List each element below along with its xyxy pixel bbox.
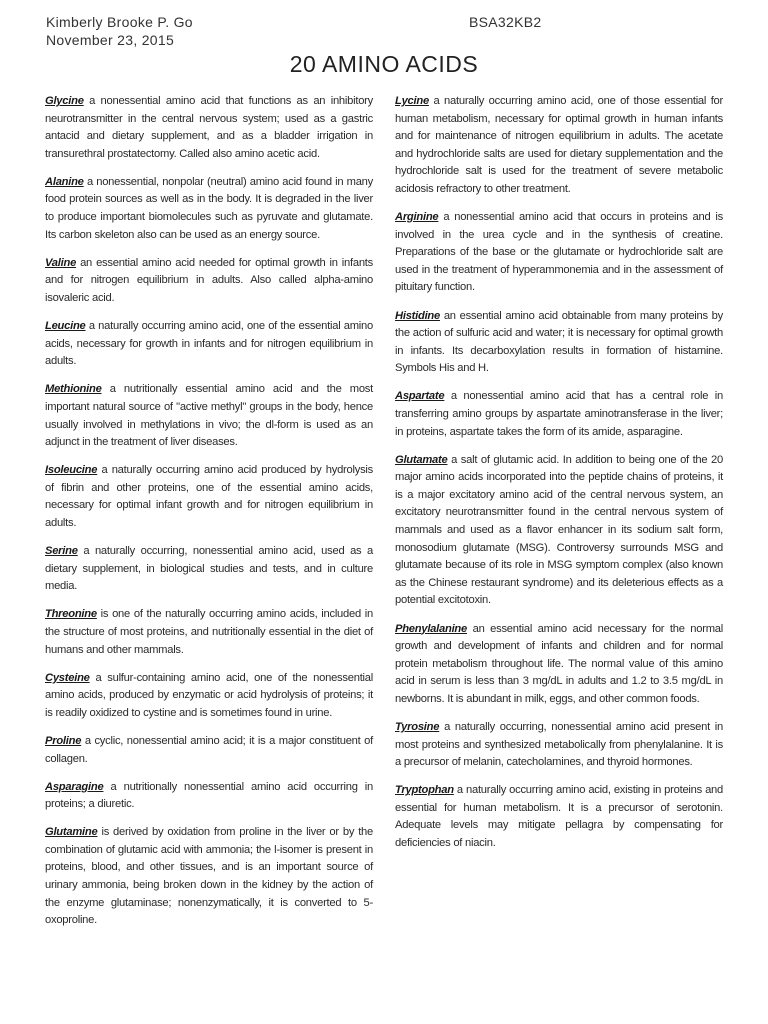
amino-acid-term: Serine (45, 545, 78, 558)
amino-acid-term: Tyrosine (395, 721, 440, 733)
amino-acid-term: Glutamate (395, 453, 448, 466)
amino-acid-term: Isoleucine (45, 464, 98, 477)
amino-acid-term: Valine (45, 256, 77, 269)
amino-acid-term: Glutamine (45, 826, 98, 839)
amino-acid-definition: is derived by oxidation from proline in the liver or by the combination of glutamic acid with ammonia; the l-isomer is present in proteins, blood, and other tissues, and is an important source of urinary ammonia, being broken down in the kidney by the action of the enzyme glutaminase; nonenzymatically, it is converted to 5-oxoproline. (45, 826, 373, 927)
amino-acid-entry (395, 719, 723, 772)
right-column (395, 93, 723, 863)
amino-acid-term: Asparagine (45, 780, 104, 793)
amino-acid-definition: a salt of glutamic acid. In addition to being one of the 20 major amino acids incorporated into the peptide chains of proteins, it is a major excitatory amino acid of the central nervous system, an excitatory neurotransmitter found in the central nervous system of mammals and used as a flavor enhancer in its sodium salt form, monosodium glutamate (MSG). Controversy surrounds MSG and glutamate because of its role in MSG symptom complex (also known as the Chinese restaurant syndrome) and its deleterious effects as a potential excitotoxin. (395, 453, 723, 607)
amino-acid-definition: a nonessential amino acid that occurs in proteins and is involved in the urea cycle and in the synthesis of creatine. Preparations of the base or the glutamate or hydrochloride salt are used in the treatment of hyperammonemia and in the assessment of pituitary function. (395, 211, 723, 294)
amino-acid-definition: an essential amino acid obtainable from many proteins by the action of sulfuric acid and water; it is necessary for optimal growth in infants. Its decarboxylation results in formation of histamine. Symbols His and H. (395, 309, 723, 375)
amino-acid-entry (45, 174, 373, 244)
amino-acid-entry (45, 543, 373, 596)
amino-acid-term: Histidine (395, 309, 440, 322)
amino-acid-definition: an essential amino acid needed for optimal growth in infants and for nitrogen equilibrium in adults. Also called alpha-amino isovaleric acid. (45, 256, 373, 304)
amino-acid-term: Proline (45, 734, 82, 747)
amino-acid-entry (395, 209, 723, 297)
left-column (45, 93, 373, 940)
amino-acid-entry (395, 782, 723, 852)
amino-acid-term: Arginine (395, 211, 439, 224)
amino-acid-definition: a nutritionally essential amino acid and the most important natural source of "active methyl" groups in the body, hence usually involved in methylations in vivo; the dl-form is used as an adjunct in the treatment of liver diseases. (45, 383, 373, 449)
amino-acid-term: Methionine (45, 383, 102, 396)
amino-acid-definition: a sulfur-containing amino acid, one of the nonessential amino acids, produced by enzymatic or acid hydrolysis of proteins; it is readily oxidized to cystine and is sometimes found in urine. (45, 671, 373, 719)
amino-acid-entry (45, 318, 373, 371)
amino-acid-term: Leucine (45, 320, 86, 333)
amino-acid-entry (45, 606, 373, 659)
amino-acid-entry (45, 93, 373, 163)
amino-acid-definition: a nonessential amino acid that functions as an inhibitory neurotransmitter in the central nervous system; used as a gastric antacid and dietary supplement, and as a bladder irrigation in transurethral prostatectomy. Called also amino acetic acid. (45, 95, 373, 160)
amino-acid-definition: a cyclic, nonessential amino acid; it is a major constituent of collagen. (45, 734, 373, 765)
page-title: 20 AMINO ACIDS (289, 51, 479, 77)
amino-acid-entry (395, 308, 723, 378)
amino-acid-definition: a nutritionally nonessential amino acid occurring in proteins; a diuretic. (45, 780, 373, 811)
amino-acid-term: Aspartate (395, 390, 445, 403)
amino-acid-entry (395, 388, 723, 441)
amino-acid-entry (45, 255, 373, 308)
amino-acid-term: Threonine (45, 608, 97, 621)
amino-acid-definition: a naturally occurring amino acid, one of the essential amino acids, necessary for growth in infants and for nitrogen equilibrium in adults. (45, 320, 373, 368)
section-code: BSA32KB2 (469, 14, 542, 30)
amino-acid-term: Tryptophan (395, 784, 454, 797)
amino-acid-definition: a naturally occurring amino acid produced by hydrolysis of fibrin and other proteins, one of the essential amino acids, necessary for optimal infant growth and for nitrogen equilibrium in adults. (45, 464, 373, 529)
amino-acid-term: Phenylalanine (395, 622, 467, 635)
amino-acid-term: Glycine (45, 95, 84, 107)
amino-acid-term: Alanine (45, 175, 84, 188)
amino-acid-definition: an essential amino acid necessary for the normal growth and development of infants and children and for normal protein metabolism throughout life. The normal value of this amino acid in serum is less than 3 mg/dL in adults and 1.2 to 3.5 mg/dL in newborns. It is abundant in milk, eggs, and other common foods. (395, 622, 723, 705)
amino-acid-entry (395, 621, 723, 709)
amino-acid-definition: a naturally occurring amino acid, existing in proteins and essential for human metabolism. It is a precursor of serotonin. Adequate levels may mitigate pellagra by compensating for deficiencies of niacin. (395, 784, 723, 850)
amino-acid-entry (45, 824, 373, 930)
amino-acid-entry (45, 733, 373, 768)
amino-acid-definition: a nonessential amino acid that has a central role in transferring amino groups by aspartate aminotransferase in the liver; in proteins, aspartate takes the form of its amide, asparagine. (395, 390, 723, 438)
amino-acid-entry (45, 462, 373, 532)
amino-acid-definition: is one of the naturally occurring amino acids, included in the structure of most proteins, and nutritionally essential in the diet of humans and other mammals. (45, 608, 373, 656)
amino-acid-definition: a naturally occurring, nonessential amino acid, used as a dietary supplement, in biological studies and tests, and in culture media. (45, 545, 373, 593)
amino-acid-definition: a nonessential, nonpolar (neutral) amino acid found in many food protein sources as well as in the body. It is degraded in the liver to produce important biomolecules such as pyruvate and glutamate. Its carbon skeleton also can be used as an energy source. (45, 175, 373, 241)
amino-acid-definition: a naturally occurring amino acid, one of those essential for human metabolism, necessary for optimal growth in human infants and for maintenance of nitrogen equilibrium in adults. The acetate and hydrochloride salts are used for dietary supplementation and the hydrochloride salt is used for the treatment of severe metabolic acidosis refractory to other treatment. (395, 95, 723, 195)
author-name: Kimberly Brooke P. Go (46, 14, 193, 30)
document-date: November 23, 2015 (46, 32, 175, 48)
amino-acid-entry (45, 779, 373, 814)
amino-acid-entry (45, 670, 373, 723)
amino-acid-term: Cysteine (45, 671, 90, 684)
amino-acid-entry (45, 381, 373, 451)
amino-acid-term: Lycine (395, 95, 429, 107)
amino-acid-entry (395, 452, 723, 610)
amino-acid-entry (395, 93, 723, 199)
amino-acid-definition: a naturally occurring, nonessential amino acid present in most proteins and synthesized metabolically from phenylalanine. It is a precursor of melanin, catecholamines, and thyroid hormones. (395, 721, 723, 769)
